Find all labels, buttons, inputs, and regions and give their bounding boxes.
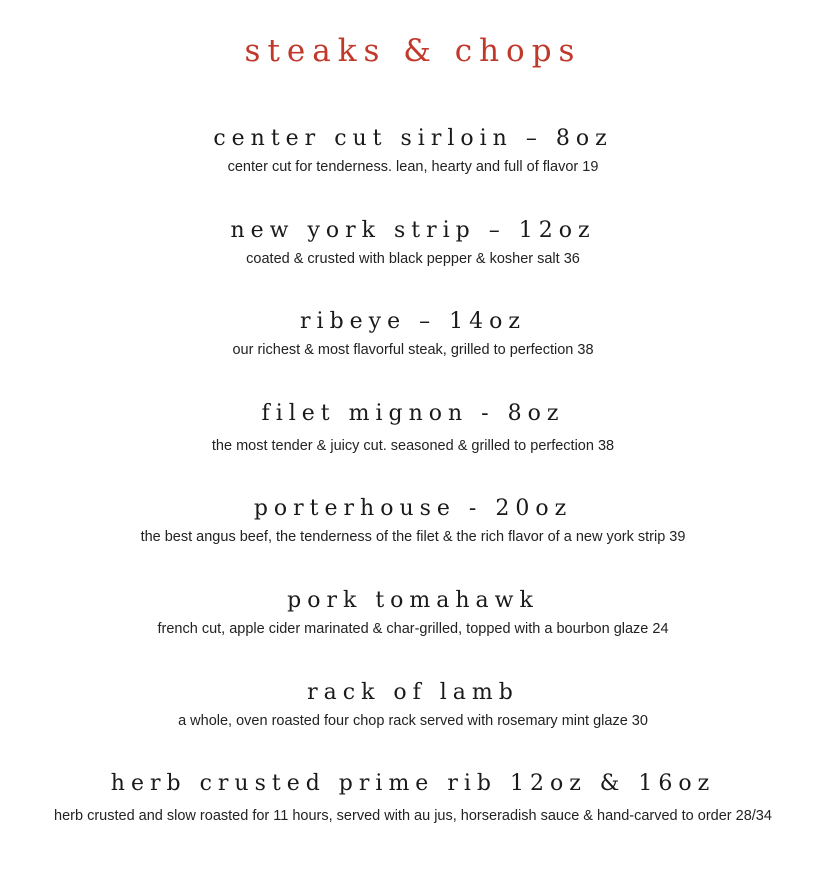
item-description: the best angus beef, the tenderness of the filet & the rich flavor of a new york strip 39: [140, 529, 686, 545]
item-name: porterhouse - 20oz: [253, 496, 573, 521]
item-name: rack of lamb: [307, 680, 519, 705]
menu-item: [0, 216, 826, 269]
item-description: a whole, oven roasted four chop rack served with rosemary mint glaze 30: [178, 713, 648, 729]
menu-item: [0, 399, 826, 456]
menu-item: [0, 307, 826, 360]
item-name: ribeye – 14oz: [300, 309, 526, 334]
section-title: steaks & chops: [244, 33, 582, 69]
menu-item: [0, 124, 826, 177]
item-description: french cut, apple cider marinated & char-grilled, topped with a bourbon glaze 24: [157, 621, 669, 637]
item-name: filet mignon - 8oz: [261, 401, 565, 426]
menu-item: [0, 586, 826, 639]
item-description: our richest & most flavorful steak, grilled to perfection 38: [232, 342, 594, 358]
item-name: herb crusted prime rib 12oz & 16oz: [110, 771, 716, 796]
item-name: new york strip – 12oz: [230, 218, 596, 243]
menu-item: [0, 769, 826, 826]
item-description: the most tender & juicy cut. seasoned & grilled to perfection 38: [211, 438, 615, 454]
item-name: pork tomahawk: [287, 588, 539, 613]
menu-item: [0, 678, 826, 731]
item-description: coated & crusted with black pepper & kosher salt 36: [246, 251, 580, 267]
item-name: center cut sirloin – 8oz: [213, 126, 613, 151]
item-description: center cut for tenderness. lean, hearty and full of flavor 19: [227, 159, 599, 175]
menu-item: [0, 494, 826, 547]
item-description: herb crusted and slow roasted for 11 hours, served with au jus, horseradish sauce & hand-carved to order 28/34: [54, 808, 772, 824]
